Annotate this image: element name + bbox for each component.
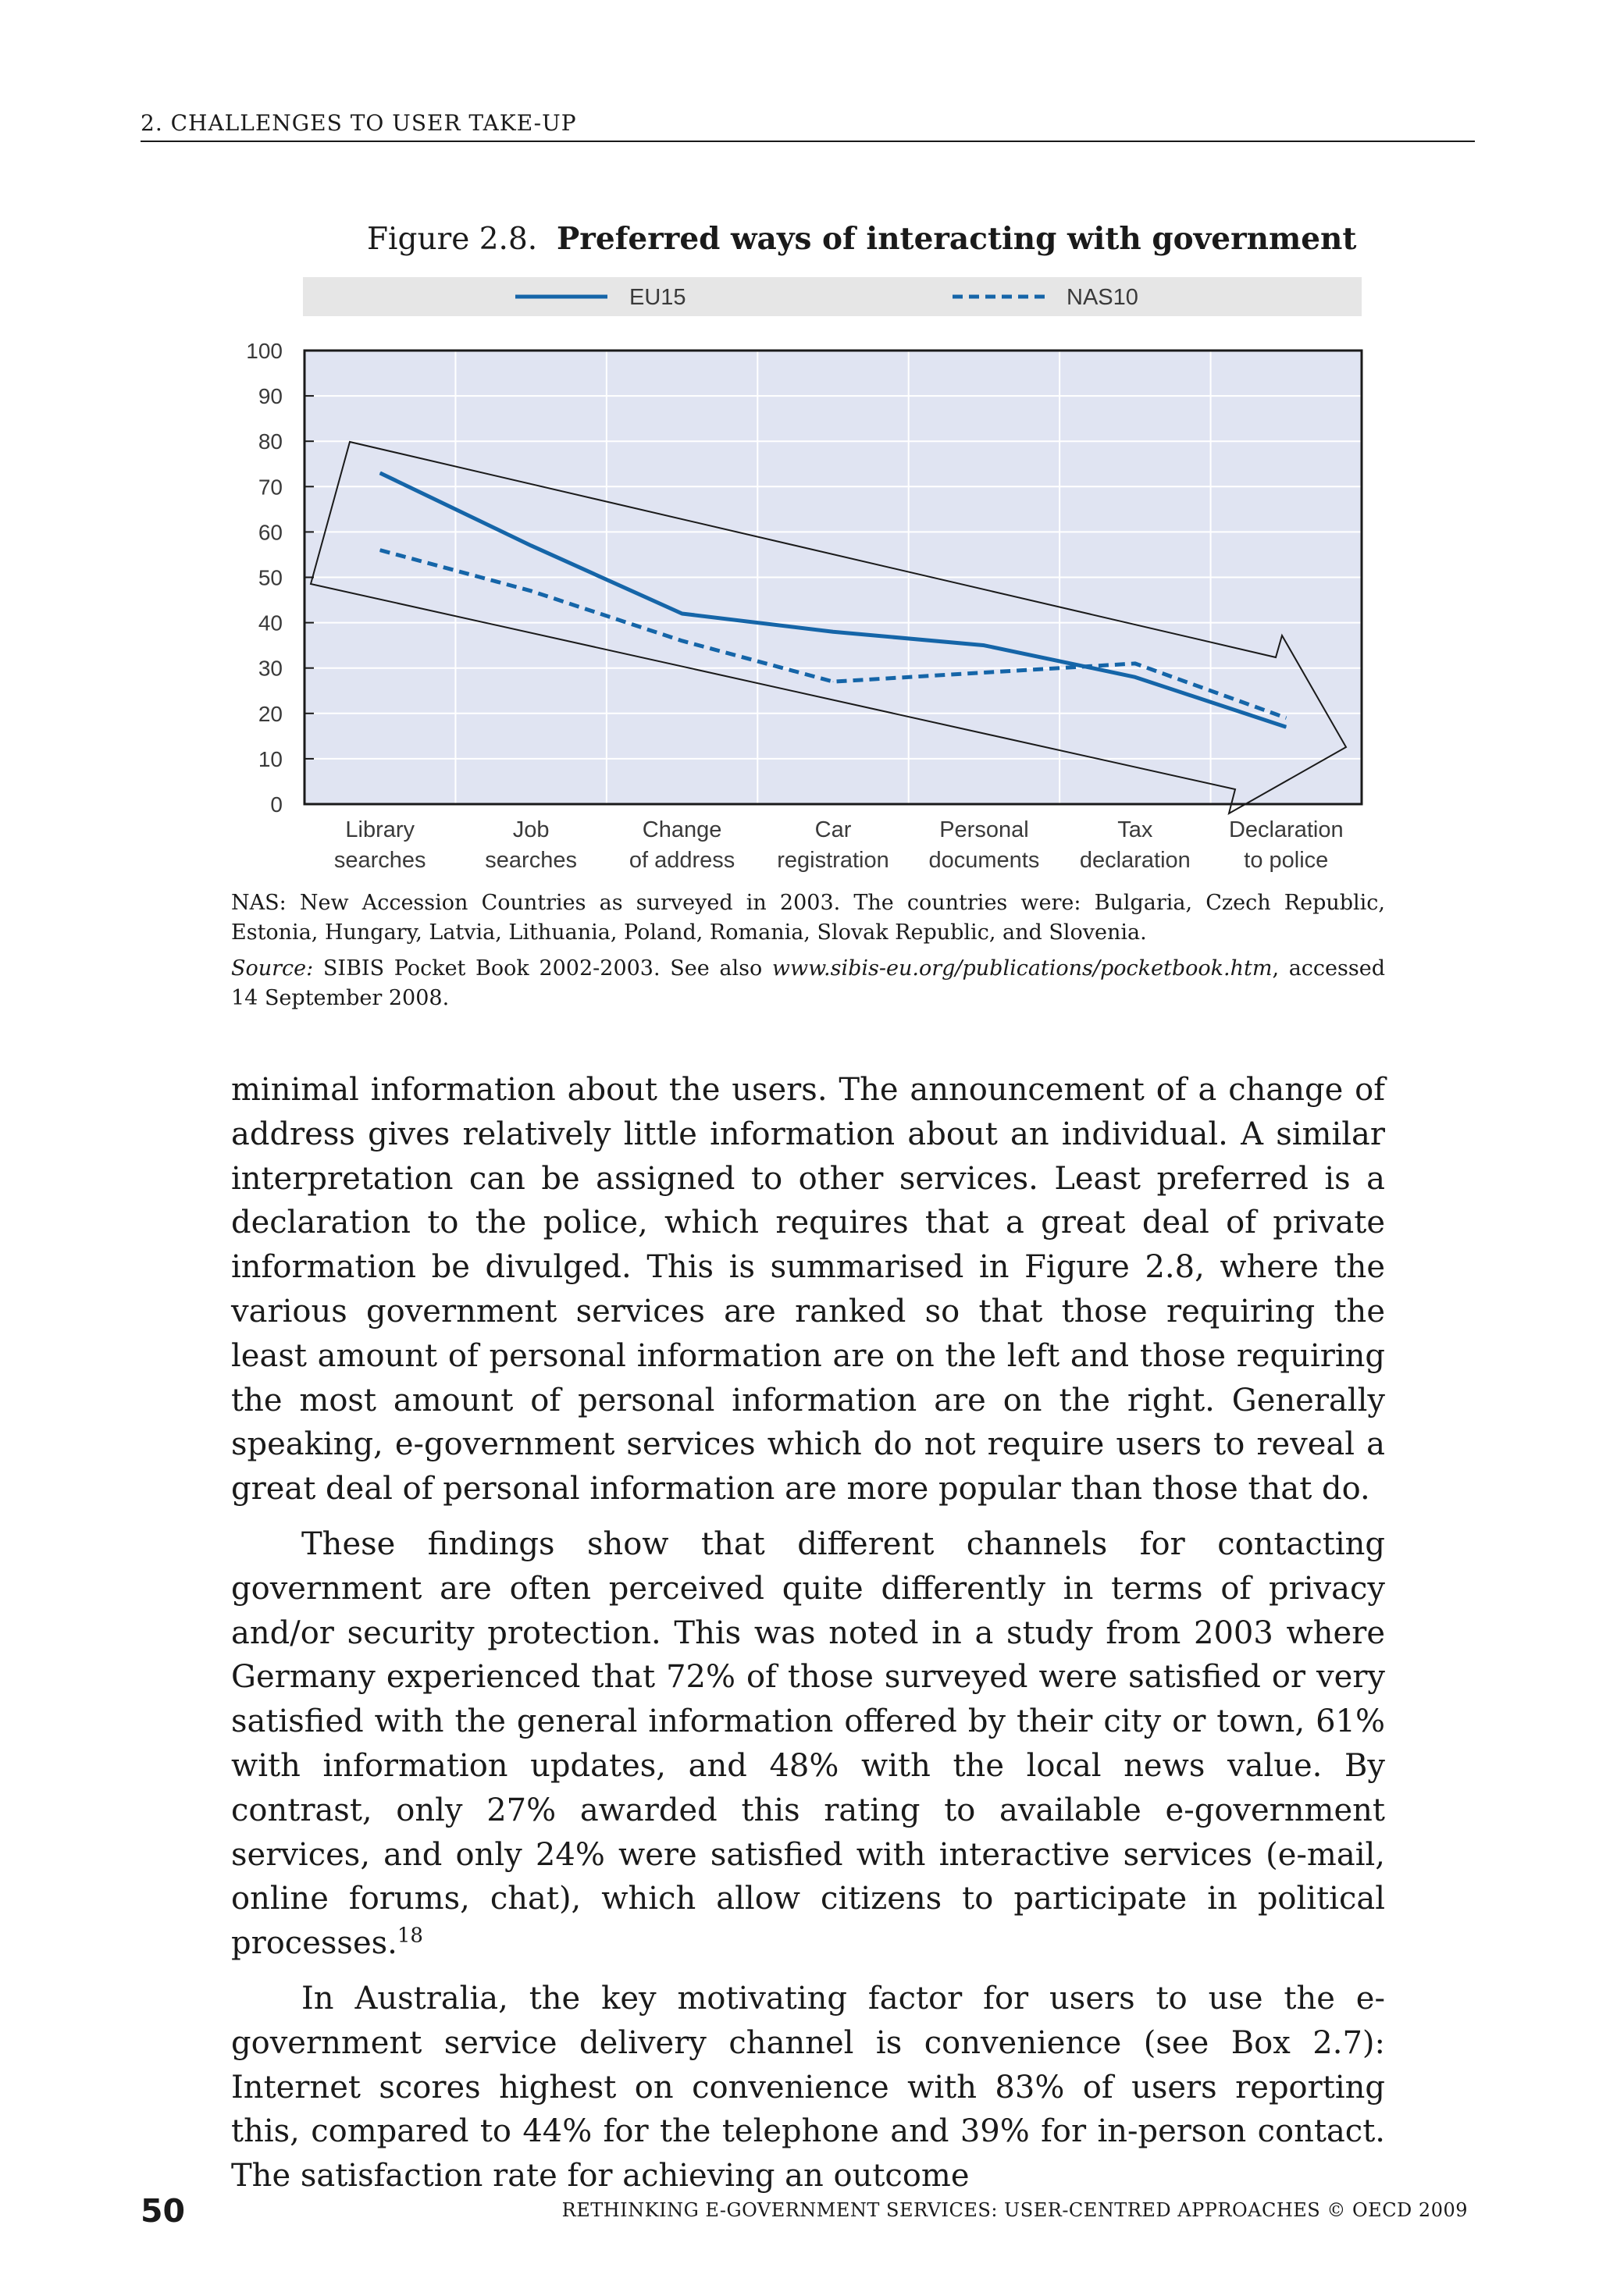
x-tick-label: documents (928, 848, 1040, 873)
source-text: SIBIS Pocket Book 2002-2003. See also (313, 956, 772, 981)
x-tick-label: Library (345, 817, 415, 842)
footer-title: RETHINKING E-GOVERNMENT SERVICES: USER-CENTRED APPROACHES © OECD 2009 (561, 2199, 1468, 2221)
data-point-nas10 (1134, 663, 1135, 664)
data-point-eu15 (984, 645, 985, 646)
y-tick-label: 80 (258, 429, 283, 454)
data-point-nas10 (1286, 717, 1287, 718)
x-tick-label: Tax (1117, 817, 1153, 842)
y-tick-label: 100 (246, 339, 283, 363)
x-tick-label: Job (512, 817, 550, 842)
y-tick-label: 0 (270, 792, 283, 817)
data-point-nas10 (984, 672, 985, 673)
data-point-nas10 (531, 590, 532, 591)
x-tick-label: registration (777, 848, 889, 873)
x-tick-label: Declaration (1228, 817, 1344, 842)
y-tick-label: 30 (258, 656, 283, 681)
footnote-ref-18[interactable]: 18 (397, 1924, 423, 1948)
data-point-eu15 (531, 545, 532, 546)
figure-notes (231, 888, 1385, 1020)
legend-nas10-label: NAS10 (1067, 285, 1138, 310)
x-tick-label: searches (333, 848, 426, 873)
y-tick-label: 10 (258, 746, 283, 771)
x-tick-label: Personal (939, 817, 1029, 842)
paragraph-2 (231, 1522, 1385, 1966)
y-tick-label: 60 (258, 520, 283, 545)
y-tick-label: 40 (258, 610, 283, 635)
source-note (231, 954, 1385, 1013)
x-tick-label: of address (629, 848, 735, 873)
x-tick-label: searches (485, 848, 577, 873)
x-axis-labels (334, 817, 1344, 873)
data-point-eu15 (1134, 677, 1135, 678)
legend-box (303, 277, 1362, 316)
nas-note: NAS: New Accession Countries as surveyed in 2003. The countries were: Bulgaria, Czech Republic, Estonia, Hungary, Latvia, Lithuania, Poland, Romania, Slovak Republic, and Slovenia. (231, 891, 1385, 945)
y-tick-label: 50 (258, 565, 283, 590)
y-tick-label: 70 (258, 475, 283, 500)
x-tick-label: Car (814, 817, 852, 842)
source-end: , accessed 14 September 2008. (231, 956, 1385, 1010)
legend-eu15-label: EU15 (629, 285, 686, 310)
x-tick-label: declaration (1079, 848, 1191, 873)
paragraph-1: minimal information about the users. The announcement of a change of address gives relatively little information about an individual. A similar interpretation can be assigned to other services. Least preferred is a declaration to the police, which requires that a great deal of private information be divulged. This is summarised in Figure 2.8, where the various government services are ranked so that those requiring the least amount of personal information are on the left and those requiring the most amount of personal information are on the right. Generally speaking, e-government services which do not require users to reveal a great deal of personal information are more popular than those that do. (231, 1072, 1385, 1508)
figure-number: Figure 2.8. (367, 222, 538, 257)
source-label: Source: (231, 956, 314, 981)
x-tick-label: to police (1244, 848, 1329, 873)
line-chart (211, 273, 1382, 882)
data-point-eu15 (379, 472, 380, 473)
figure-title: Preferred ways of interacting with government (556, 221, 1357, 257)
running-header (141, 109, 1475, 142)
data-point-eu15 (1286, 727, 1287, 728)
x-tick-label: Change (642, 817, 722, 842)
body-text (231, 1068, 1385, 2209)
y-tick-label: 90 (258, 384, 283, 409)
source-url[interactable]: www.sibis-eu.org/publications/pocketbook.htm (771, 956, 1273, 981)
page-number: 50 (141, 2192, 186, 2230)
figure-caption (367, 221, 1356, 257)
y-tick-label: 20 (258, 701, 283, 726)
header-section-title: 2. CHALLENGES TO USER TAKE-UP (141, 110, 577, 136)
paragraph-2-text: These findings show that different channels for contacting government are often perceived quite differently in terms of privacy and/or security protection. This was noted in a study from 2003 where Germany experienced that 72% of those surveyed were satisfied or very satisfied with the general information offered by their city or town, 61% with information updates, and 48% with the local news value. By contrast, only 27% awarded this rating to available e-government services, and only 24% were satisfied with interactive services (e-mail, online forums, chat), which allow citizens to participate in political processes. (231, 1525, 1385, 1962)
paragraph-3: In Australia, the key motivating factor for users to use the e-government service delivery channel is convenience (see Box 2.7): Internet scores highest on convenience with 83% of users reporting this, compared to 44% for the telephone and 39% for in-person contact. The satisfaction rate for achieving an outcome (231, 1980, 1385, 2195)
